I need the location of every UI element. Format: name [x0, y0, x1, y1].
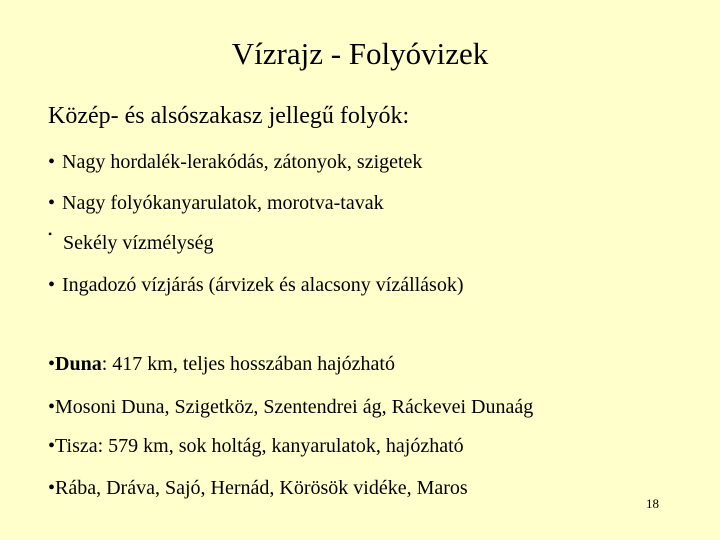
bullet-text: Mosoni Duna, Szigetköz, Szentendrei ág, Ráckevei Dunaág: [55, 396, 534, 418]
bullet-item-3: [63, 231, 214, 255]
bullet-text: Rába, Dráva, Sajó, Hernád, Körösök vidéke, Maros: [55, 477, 468, 499]
bullet-item-2: [48, 191, 384, 215]
bullet-text: : 417 km, teljes hosszában hajózható: [101, 353, 395, 375]
bullet-item-7: [48, 476, 468, 500]
bullet-text: Sekély vízmélység: [63, 232, 214, 254]
bullet-icon: •: [48, 274, 56, 296]
bullet-text: Nagy folyókanyarulatok, morotva-tavak: [62, 192, 384, 214]
bullet-item-duna: [48, 352, 395, 376]
bullet-icon: •: [48, 151, 56, 173]
bullet-text: Ingadozó vízjárás (árvizek és alacsony vízállások): [62, 274, 464, 296]
bullet-icon: •: [48, 396, 56, 418]
bullet-icon: •: [48, 435, 56, 457]
bullet-item-4: [48, 273, 464, 297]
bullet-item-5: [48, 395, 533, 419]
bullet-text: Nagy hordalék-lerakódás, zátonyok, szigetek: [62, 151, 423, 173]
slide-title: Vízrajz - Folyóvizek: [231, 36, 489, 71]
bullet-icon: •: [48, 353, 56, 375]
river-name-duna: Duna: [55, 353, 102, 375]
bullet-icon-small: •: [48, 227, 53, 241]
page-number: 18: [646, 496, 659, 511]
bullet-item-6: [48, 434, 464, 458]
slide-subtitle: Közép- és alsószakasz jellegű folyók:: [48, 103, 410, 129]
bullet-item-1: [48, 150, 422, 174]
bullet-icon: •: [48, 192, 56, 214]
bullet-icon: •: [48, 477, 56, 499]
bullet-text: Tisza: 579 km, sok holtág, kanyarulatok, hajózható: [55, 435, 464, 457]
